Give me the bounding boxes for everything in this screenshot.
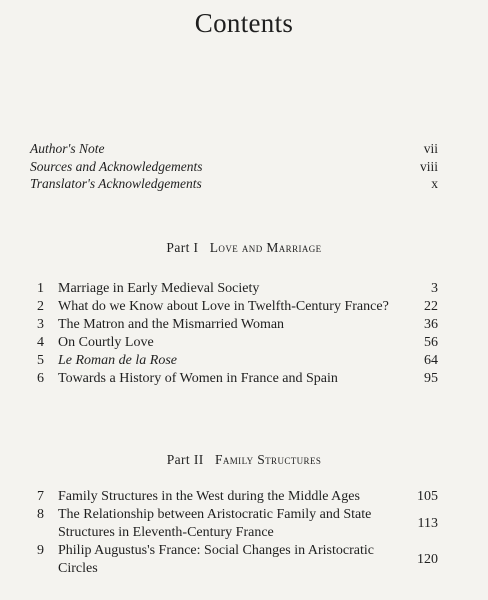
chapter-page: 56: [424, 335, 438, 350]
front-matter-item: [30, 159, 438, 177]
chapter-number: 9: [37, 543, 44, 558]
chapter-page: 105: [417, 489, 438, 504]
chapter-number: 3: [37, 317, 44, 332]
chapter-number: 4: [37, 335, 44, 350]
front-matter-page: vii: [423, 141, 438, 156]
chapter-title: Philip Augustus's France: Social Changes in Aristocratic Circles: [58, 543, 374, 576]
front-matter-list: [30, 141, 438, 194]
front-matter-label: Sources and Acknowledgements: [30, 158, 203, 174]
chapter-item: [30, 488, 438, 506]
part-title: Love and Marriage: [209, 240, 322, 255]
chapter-title: The Matron and the Mismarried Woman: [58, 317, 285, 332]
front-matter-item: [30, 176, 438, 194]
chapter-page: 22: [424, 299, 438, 314]
chapter-number: 6: [37, 371, 44, 386]
part-number: Part I: [166, 240, 199, 255]
chapter-title: Towards a History of Women in France and Spain: [58, 371, 338, 386]
chapter-title: Marriage in Early Medieval Society: [58, 281, 260, 296]
chapter-item: [30, 542, 438, 578]
chapter-title: On Courtly Love: [58, 335, 154, 350]
page-title: Contents: [194, 8, 294, 38]
chapter-number: 5: [37, 353, 44, 368]
chapter-item: [30, 316, 438, 334]
chapter-page: 95: [424, 371, 438, 386]
chapter-item: [30, 352, 438, 370]
chapter-number: 2: [37, 299, 44, 314]
front-matter-page: x: [431, 176, 438, 191]
chapter-list: [30, 280, 438, 388]
chapter-page: 120: [417, 552, 438, 567]
chapter-list: [30, 488, 438, 578]
chapter-page: 113: [417, 516, 438, 531]
front-matter-page: viii: [419, 158, 438, 174]
chapter-number: 8: [37, 507, 44, 522]
chapter-number: 7: [37, 489, 44, 504]
chapter-item: [30, 506, 438, 542]
chapter-item: [30, 280, 438, 298]
chapter-title: The Relationship between Aristocratic Family and State Structures in Eleventh-Century France: [58, 507, 372, 540]
part-heading: [0, 240, 488, 256]
chapter-title: Family Structures in the West during the Middle Ages: [58, 489, 360, 504]
chapter-item: [30, 298, 438, 316]
chapter-title: What do we Know about Love in Twelfth-Century France?: [58, 299, 389, 314]
chapter-item: [30, 334, 438, 352]
part-heading: [0, 452, 488, 468]
front-matter-item: [30, 141, 438, 159]
front-matter-label: Translator's Acknowledgements: [30, 176, 202, 191]
chapter-page: 36: [424, 317, 438, 332]
chapter-page: 3: [431, 281, 438, 296]
part-number: Part II: [166, 452, 204, 467]
chapter-item: [30, 370, 438, 388]
part-title: Family Structures: [214, 452, 322, 467]
chapter-title: Le Roman de la Rose: [58, 353, 177, 368]
front-matter-label: Author's Note: [30, 141, 105, 156]
chapter-number: 1: [37, 281, 44, 296]
chapter-page: 64: [424, 353, 438, 368]
